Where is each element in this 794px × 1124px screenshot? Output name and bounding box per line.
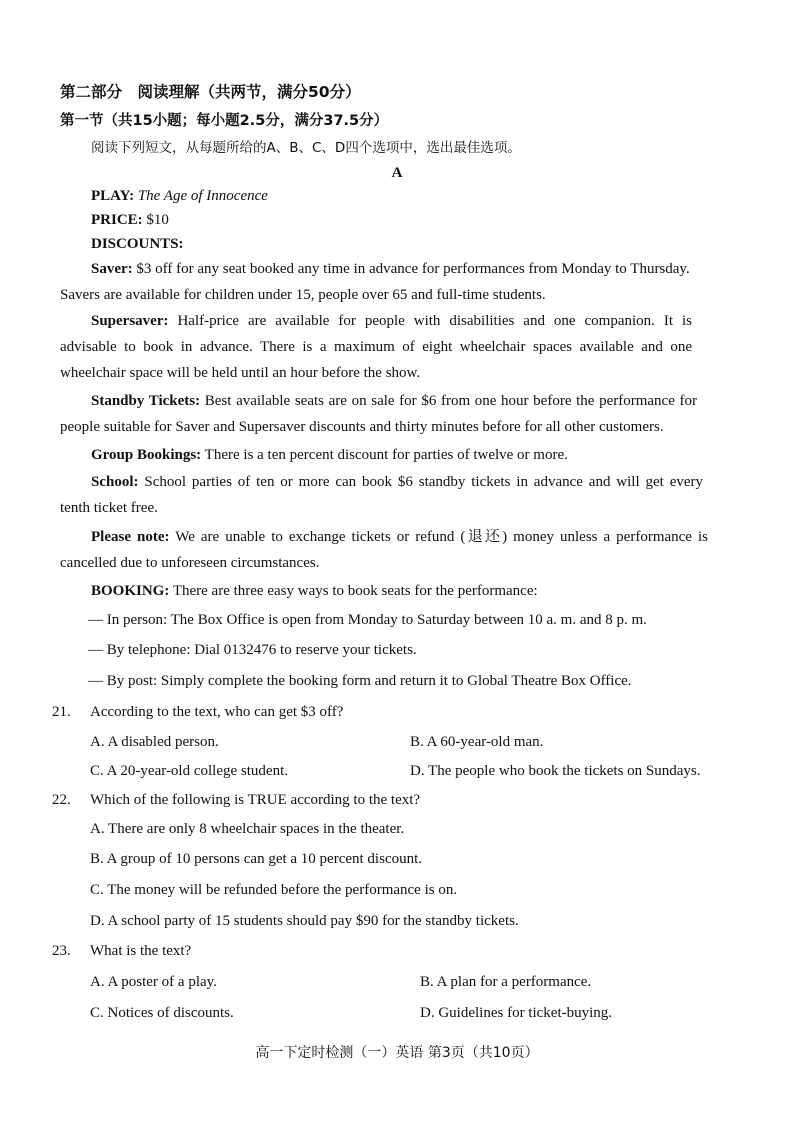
question-stem: Which of the following is TRUE according to the text?	[90, 792, 421, 808]
supersaver-line2: advisable to book in advance. There is a maximum of eight wheelchair spaces available and one	[60, 339, 692, 355]
note-label: Please note:	[91, 529, 170, 545]
question-22-option-c: C. The money will be refunded before the performance is on.	[90, 882, 458, 898]
group-text: There is a ten percent discount for parties of twelve or more.	[204, 447, 568, 463]
question-22-option-d: D. A school party of 15 students should pay $90 for the standby tickets.	[90, 913, 519, 929]
question-21-option-b: B. A 60-year-old man.	[410, 734, 544, 750]
school-text: School parties of ten or more can book $6 standby tickets in advance and will get every	[144, 474, 704, 490]
booking-text: There are three easy ways to book seats for the performance:	[172, 583, 538, 599]
supersaver-line1	[91, 314, 692, 329]
school-line2: tenth ticket free.	[60, 500, 158, 516]
price-value: $10	[146, 212, 169, 228]
question-21-option-c: C. A 20-year-old college student.	[90, 763, 288, 779]
question-23-option-b: B. A plan for a performance.	[420, 974, 592, 990]
booking-label: BOOKING:	[91, 583, 170, 599]
note-line1	[91, 530, 708, 545]
question-number: 23.	[52, 943, 71, 959]
saver-paragraph-line2: Savers are available for children under 15, people over 65 and full-time students.	[60, 287, 546, 303]
supersaver-line3: wheelchair space will be held until an hour before the show.	[60, 365, 421, 381]
play-title: The Age of Innocence	[137, 188, 268, 204]
booking-way-post: — By post: Simply complete the booking form and return it to Global Theatre Box Office.	[88, 673, 632, 689]
school-line1	[91, 475, 703, 490]
school-label: School:	[91, 474, 139, 490]
standby-line1	[91, 394, 697, 409]
standby-label: Standby Tickets:	[91, 393, 201, 409]
question-number: 21.	[52, 704, 71, 720]
play-line	[91, 189, 268, 204]
question-21-option-d: D. The people who book the tickets on Sundays.	[410, 763, 701, 779]
subsection-heading: 第一节（共15小题；每小题2.5分，满分37.5分）	[60, 113, 389, 129]
page-footer: 高一下定时检测（一）英语 第3页（共10页）	[255, 1045, 539, 1061]
question-stem: According to the text, who can get $3 off?	[90, 704, 344, 720]
question-stem: What is the text?	[90, 943, 192, 959]
booking-way-telephone: — By telephone: Dial 0132476 to reserve your tickets.	[88, 642, 417, 658]
standby-text: Best available seats are on sale for $6 from one hour before the performance for	[204, 393, 698, 409]
question-22-option-a: A. There are only 8 wheelchair spaces in the theater.	[90, 821, 405, 837]
note-line2: cancelled due to unforeseen circumstances.	[60, 555, 320, 571]
price-line	[91, 213, 169, 228]
saver-paragraph-line1	[91, 261, 690, 277]
play-label: PLAY:	[91, 188, 135, 204]
discounts-label: DISCOUNTS:	[91, 236, 184, 252]
group-label: Group Bookings:	[91, 447, 202, 463]
passage-letter: A	[391, 165, 403, 181]
note-text: We are unable to exchange tickets or refund (退还) money unless a performance is	[175, 529, 708, 545]
question-23-option-a: A. A poster of a play.	[90, 974, 217, 990]
question-22-option-b: B. A group of 10 persons can get a 10 percent discount.	[90, 851, 423, 867]
price-label: PRICE:	[91, 212, 143, 228]
question-23-option-c: C. Notices of discounts.	[90, 1005, 234, 1021]
saver-text: $3 off for any seat booked any time in advance for performances from Monday to Thursday.	[136, 261, 690, 277]
booking-line	[91, 584, 538, 599]
question-number: 22.	[52, 792, 71, 808]
question-23-option-d: D. Guidelines for ticket-buying.	[420, 1005, 613, 1021]
instructions: 阅读下列短文，从每题所给的A、B、C、D四个选项中，选出最佳选项。	[91, 140, 521, 156]
supersaver-label: Supersaver:	[91, 313, 169, 329]
saver-label: Saver:	[91, 261, 133, 277]
question-21-option-a: A. A disabled person.	[90, 734, 219, 750]
supersaver-text: Half-price are available for people with disabilities and one companion. It is	[177, 313, 692, 329]
standby-line2: people suitable for Saver and Supersaver discounts and thirty minutes before for all other customers.	[60, 419, 664, 435]
section-heading: 第二部分 阅读理解（共两节，满分50分）	[60, 83, 361, 101]
booking-way-in-person: — In person: The Box Office is open from Monday to Saturday between 10 a. m. and 8 p. m.	[88, 612, 647, 628]
group-line	[91, 448, 568, 463]
